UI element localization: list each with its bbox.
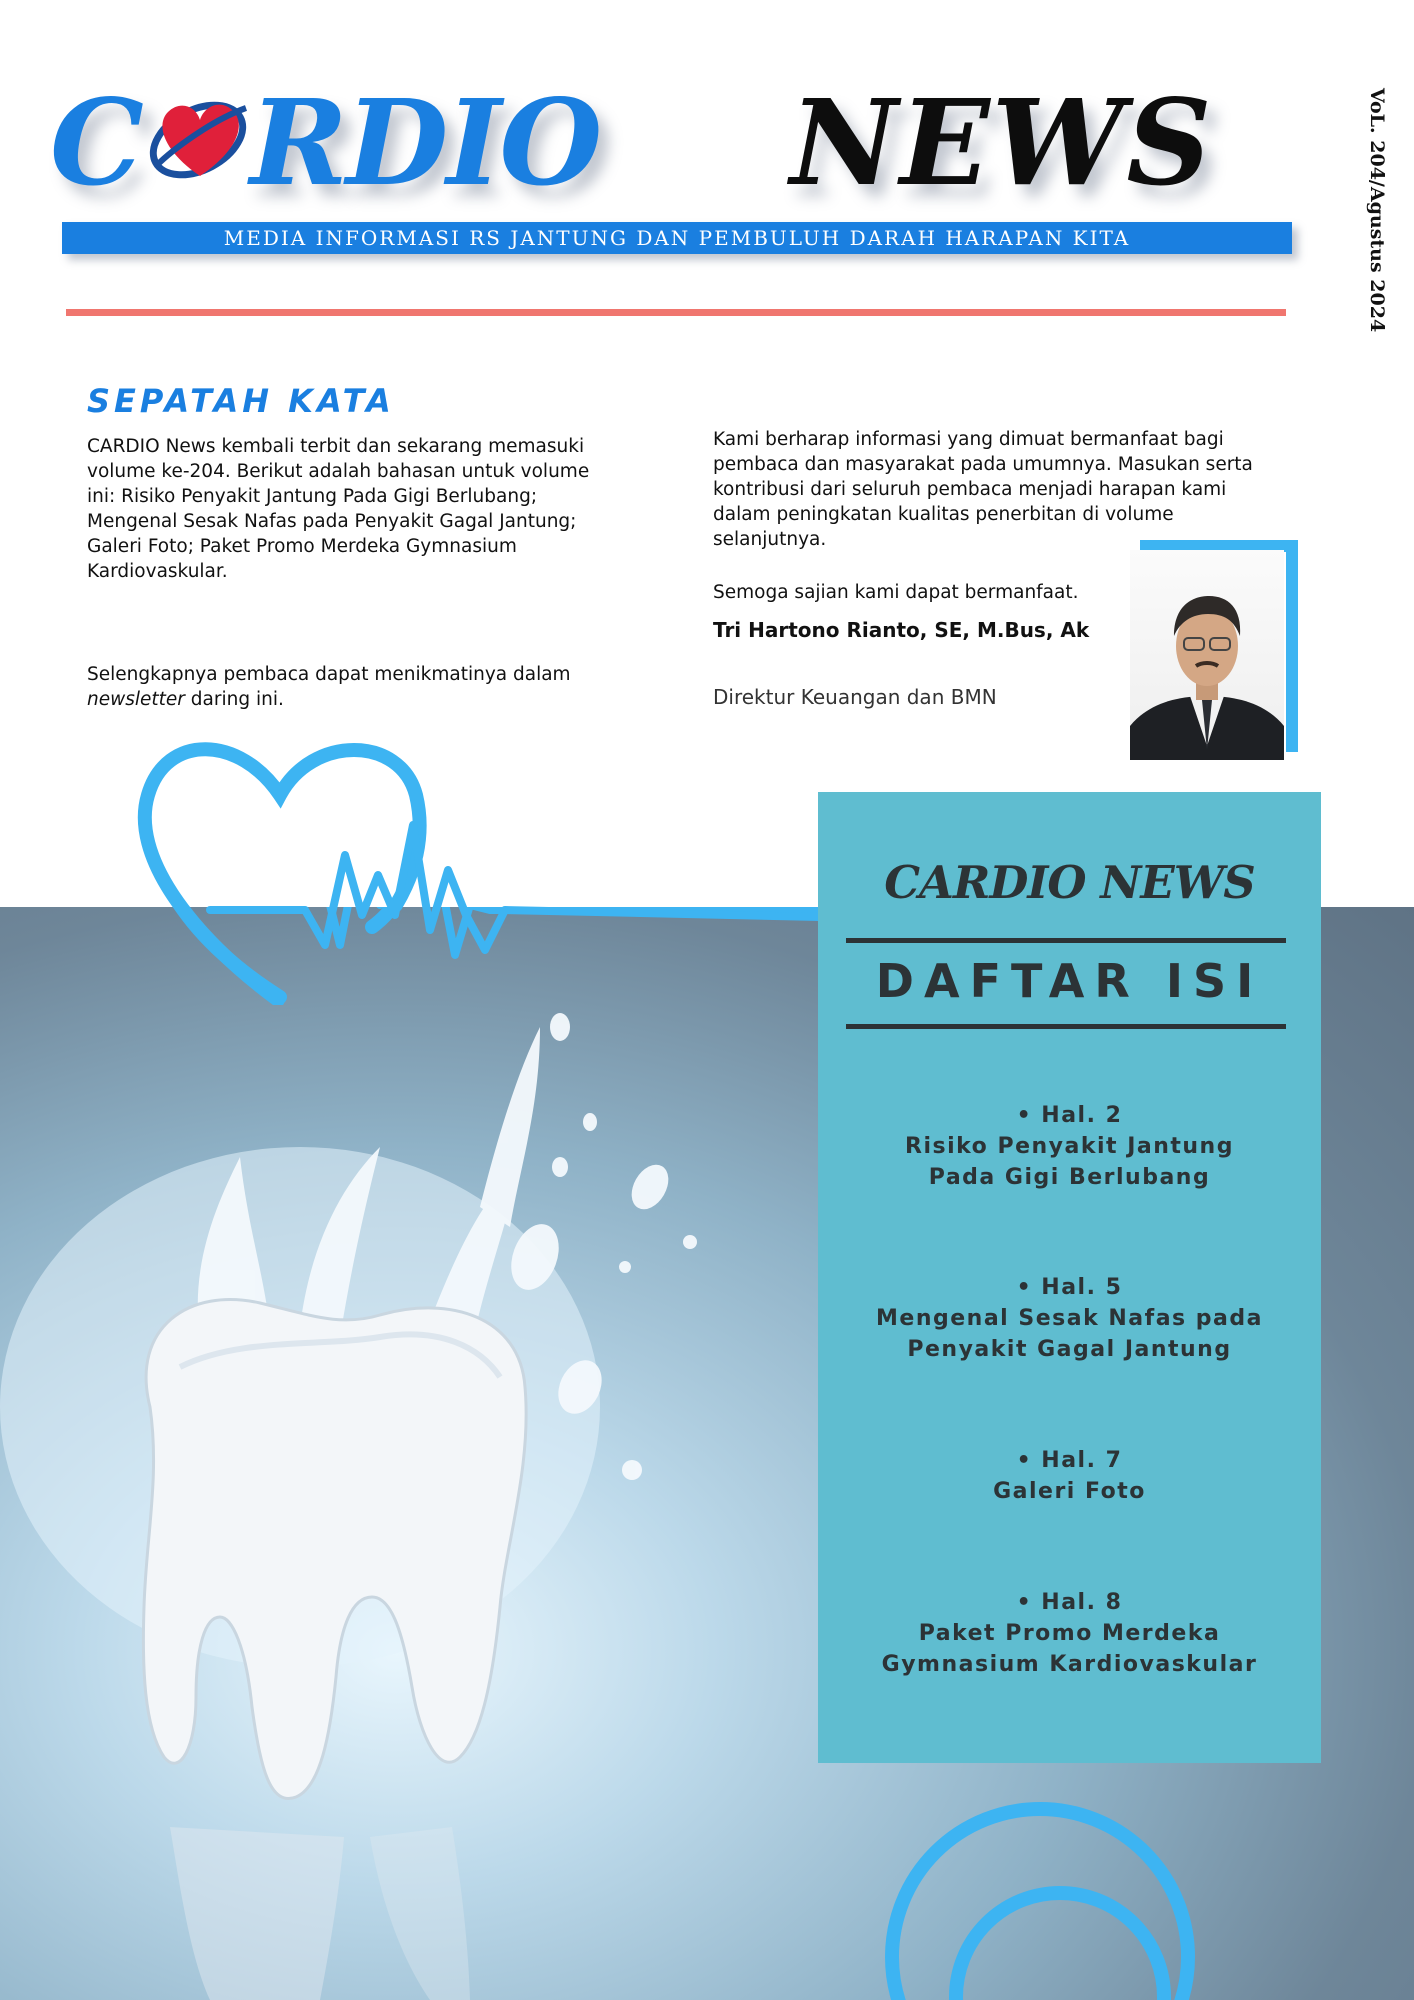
toc-item-topic-line1: Paket Promo Merdeka [918, 1621, 1221, 1646]
toc-item-page: • Hal. 2 [1016, 1103, 1123, 1128]
toc-title: CARDIO NEWS [884, 856, 1255, 909]
toc-divider-bottom [846, 1024, 1286, 1029]
toc-item-topic-line2: Gymnasium Kardiovaskular [881, 1652, 1258, 1677]
toc-item[interactable] [818, 1272, 1321, 1365]
toc-divider-top [846, 938, 1286, 943]
editorial-paragraph-2 [87, 662, 607, 712]
header-divider [66, 309, 1286, 316]
editorial-title: SEPATAH KATA [87, 382, 395, 420]
masthead-tagline: MEDIA INFORMASI RS JANTUNG DAN PEMBULUH DARAH HARAPAN KITA [62, 222, 1292, 254]
toc-item[interactable] [818, 1100, 1321, 1193]
masthead-letters-rdio: RDIO [249, 73, 601, 212]
signer-name: Tri Hartono Rianto, SE, M.Bus, Ak [713, 618, 1090, 642]
editorial-paragraph-2-end: daring ini. [184, 689, 284, 710]
masthead-news: NEWS [790, 73, 1214, 212]
toc-item-topic-line2: Penyakit Gagal Jantung [907, 1337, 1232, 1362]
toc-item[interactable] [818, 1587, 1321, 1680]
toc-item-topic-line1: Galeri Foto [993, 1479, 1146, 1504]
signer-role: Direktur Keuangan dan BMN [713, 685, 997, 709]
heart-logo-icon [142, 80, 250, 190]
toc-item-topic-line1: Risiko Penyakit Jantung [905, 1134, 1234, 1159]
toc-item-page: • Hal. 5 [1016, 1275, 1123, 1300]
portrait-photo [1130, 550, 1284, 760]
toc-item-page: • Hal. 7 [1016, 1448, 1123, 1473]
editorial-paragraph-4: Semoga sajian kami dapat bermanfaat. [713, 582, 1079, 603]
toc-item[interactable] [818, 1445, 1321, 1507]
volume-label: VoL. 204/Agustus 2024 [1366, 88, 1388, 333]
toc-item-topic-line2: Pada Gigi Berlubang [928, 1165, 1211, 1190]
masthead [50, 73, 1310, 218]
table-of-contents [818, 792, 1321, 1763]
heartbeat-heart-icon [130, 725, 830, 1005]
editorial-paragraph-1: CARDIO News kembali terbit dan sekarang memasuki volume ke-204. Berikut adalah bahasan untuk volume ini: Risiko Penyakit Jantung Pada Gigi Berlubang; Mengenal Sesak Nafas pada Penyakit Gagal Jantung; Galeri Foto; Paket Promo Merdeka Gymnasium Kardiovaskular. [87, 436, 590, 582]
editorial-paragraph-3: Kami berharap informasi yang dimuat bermanfaat bagi pembaca dan masyarakat pada umumnya. Masukan serta kontribusi dari seluruh pembaca menjadi harapan kami dalam peningkatan kualitas penerbitan di volume selanjutnya. [713, 429, 1253, 550]
toc-heading: DAFTAR ISI [875, 954, 1264, 1008]
masthead-cardio [50, 73, 601, 212]
editorial-paragraph-2-italic: newsletter [87, 689, 185, 710]
toc-item-topic-line1: Mengenal Sesak Nafas pada [876, 1306, 1263, 1331]
toc-item-page: • Hal. 8 [1016, 1590, 1123, 1615]
editorial-paragraph-2-start: Selengkapnya pembaca dapat menikmatinya dalam [87, 664, 571, 685]
masthead-letter-c: C [50, 73, 142, 212]
